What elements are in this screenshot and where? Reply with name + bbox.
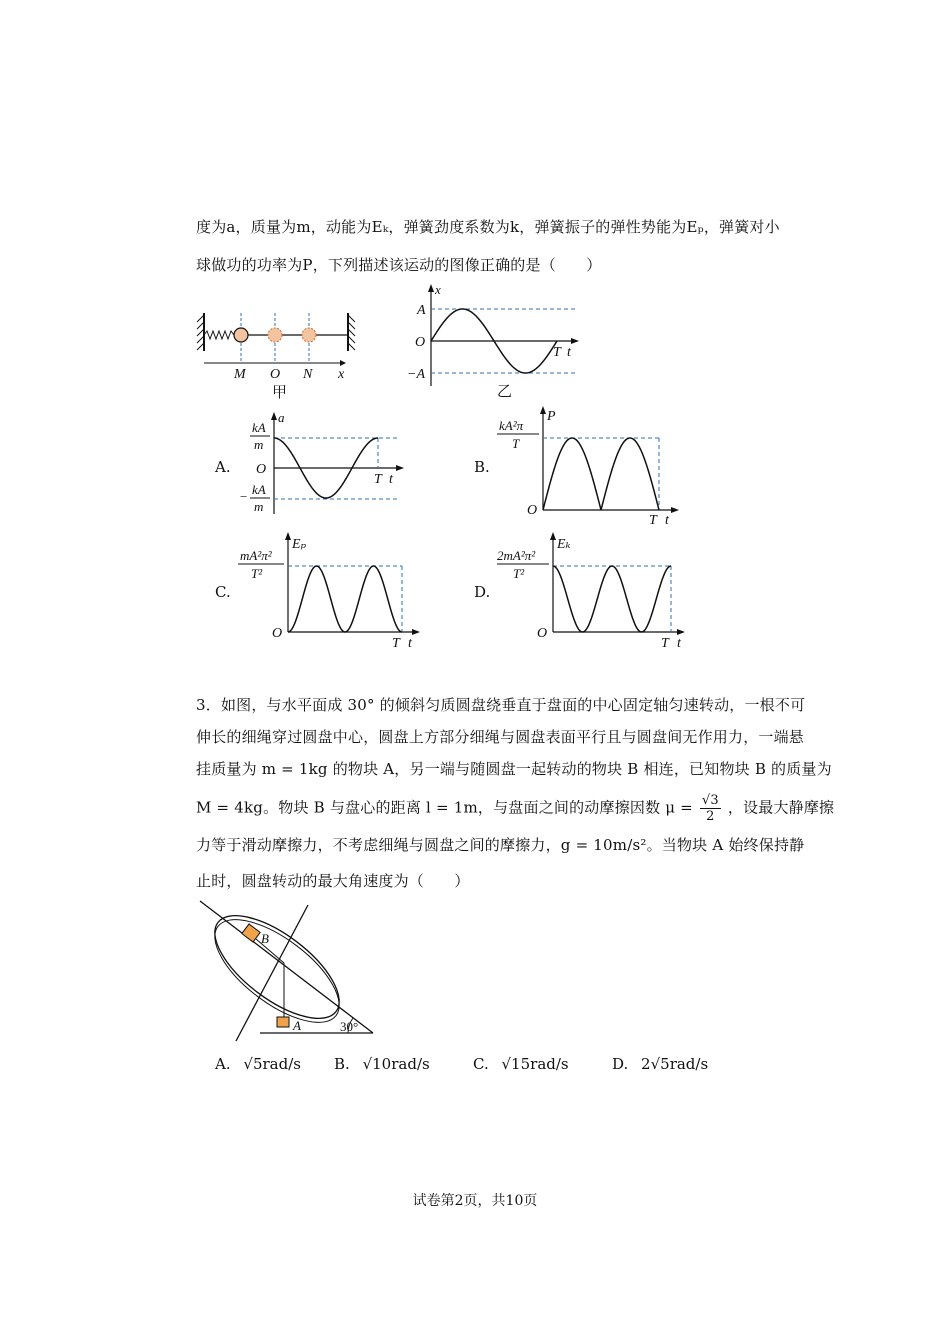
choice-b-label: B.	[334, 1055, 350, 1073]
label-T: T	[374, 472, 382, 487]
mu-denominator: 2	[706, 809, 715, 824]
q2-text-line1: 度为a，质量为m，动能为Eₖ，弹簧劲度系数为k，弹簧振子的弹性势能为Eₚ，弹簧对小	[196, 218, 780, 236]
label-t: t	[677, 636, 681, 651]
top-numerator: kA	[252, 420, 266, 435]
q3-text-line2: 伸长的细绳穿过圆盘中心，圆盘上方部分细绳与圆盘表面平行且与圆盘间无作用力，一端悬	[196, 728, 805, 746]
axis-label-x: x	[435, 282, 441, 297]
label-M: M	[234, 367, 246, 382]
choice-d[interactable]	[612, 1055, 708, 1073]
top-denominator: T	[512, 436, 520, 451]
label-A: A	[417, 303, 426, 318]
label-t: t	[389, 472, 393, 487]
axis-label-Ek: Eₖ	[557, 537, 571, 552]
option-b-label: B.	[474, 458, 490, 476]
figure-spring-oscillator	[190, 305, 370, 400]
mu-fraction	[700, 793, 721, 824]
top-numerator: kA²π	[499, 418, 524, 433]
label-O: O	[537, 626, 548, 641]
q3-text-line6: 止时，圆盘转动的最大角速度为（ ）	[196, 872, 470, 890]
option-a-graph	[238, 408, 408, 518]
top-denominator: T²	[251, 566, 263, 581]
figure-displacement-time-graph	[405, 282, 595, 402]
label-T: T	[649, 513, 657, 528]
q3-text-line1: 3．如图，与水平面成 30° 的倾斜匀质圆盘绕垂直于盘面的中心固定轴匀速转动，一根不可	[196, 696, 806, 714]
q3-line4-end: ，设最大静摩擦	[727, 798, 835, 817]
bottom-sign: −	[240, 489, 248, 504]
top-numerator: 2mA²π²	[497, 548, 536, 563]
top-denominator: m	[254, 437, 264, 452]
label-N: N	[303, 367, 313, 382]
label-A: A	[293, 1018, 301, 1033]
axis-label-a: a	[278, 410, 285, 425]
choice-a-value: √5rad/s	[243, 1055, 301, 1073]
label-x: x	[338, 367, 345, 382]
option-d-graph	[495, 530, 690, 655]
choice-a[interactable]	[215, 1055, 301, 1073]
choice-a-label: A.	[215, 1055, 231, 1073]
axis-label-Ep: Eₚ	[292, 537, 307, 552]
page-footer: 试卷第2页，共10页	[412, 1193, 538, 1209]
q3-text-line3: 挂质量为 m = 1kg 的物块 A，另一端与随圆盘一起转动的物块 B 相连，已知物块 B 的质量为	[196, 760, 832, 778]
figure-inclined-disk	[190, 895, 390, 1050]
option-c-label: C.	[215, 583, 231, 601]
label-t: t	[665, 513, 669, 528]
q3-line4-start: M = 4kg。物块 B 与盘心的距离 l = 1m，与盘面之间的动摩擦因数 μ =	[196, 798, 693, 817]
choice-c-label: C.	[473, 1055, 489, 1073]
caption-jia: 甲	[272, 385, 288, 401]
q3-text-line5: 力等于滑动摩擦力，不考虑细绳与圆盘之间的摩擦力，g = 10m/s²。当物块 A 始终保持静	[196, 836, 805, 854]
bottom-numerator: kA	[252, 482, 266, 497]
bottom-denominator: m	[254, 499, 264, 514]
q2-text-line2: 球做功的功率为P，下列描述该运动的图像正确的是（ ）	[196, 256, 602, 274]
top-numerator: mA²π²	[240, 548, 272, 563]
top-denominator: T²	[513, 566, 525, 581]
label-O: O	[256, 462, 267, 477]
label-T: T	[392, 636, 400, 651]
label-O: O	[272, 626, 283, 641]
option-d-label: D.	[474, 583, 491, 601]
option-a-label: A.	[215, 458, 231, 476]
caption-yi: 乙	[497, 384, 513, 400]
label-negA: −A	[407, 367, 425, 382]
label-T: T	[661, 636, 669, 651]
choice-d-value: 2√5rad/s	[641, 1055, 709, 1073]
choice-d-label: D.	[612, 1055, 629, 1073]
mu-numerator: √3	[701, 793, 719, 808]
angle-label: 30°	[340, 1019, 359, 1034]
choice-b-value: √10rad/s	[362, 1055, 430, 1073]
label-t: t	[408, 636, 412, 651]
option-b-graph	[495, 404, 685, 529]
label-t: t	[567, 345, 571, 360]
choice-c-value: √15rad/s	[501, 1055, 569, 1073]
label-T: T	[553, 345, 561, 360]
option-c-graph	[236, 530, 426, 655]
label-O: O	[527, 503, 538, 518]
label-O: O	[270, 367, 281, 382]
label-O: O	[415, 335, 426, 350]
axis-label-P: P	[547, 409, 556, 424]
q3-text-line4	[196, 793, 834, 824]
label-B: B	[261, 931, 269, 946]
choice-c[interactable]	[473, 1055, 569, 1073]
choice-b[interactable]	[334, 1055, 430, 1073]
